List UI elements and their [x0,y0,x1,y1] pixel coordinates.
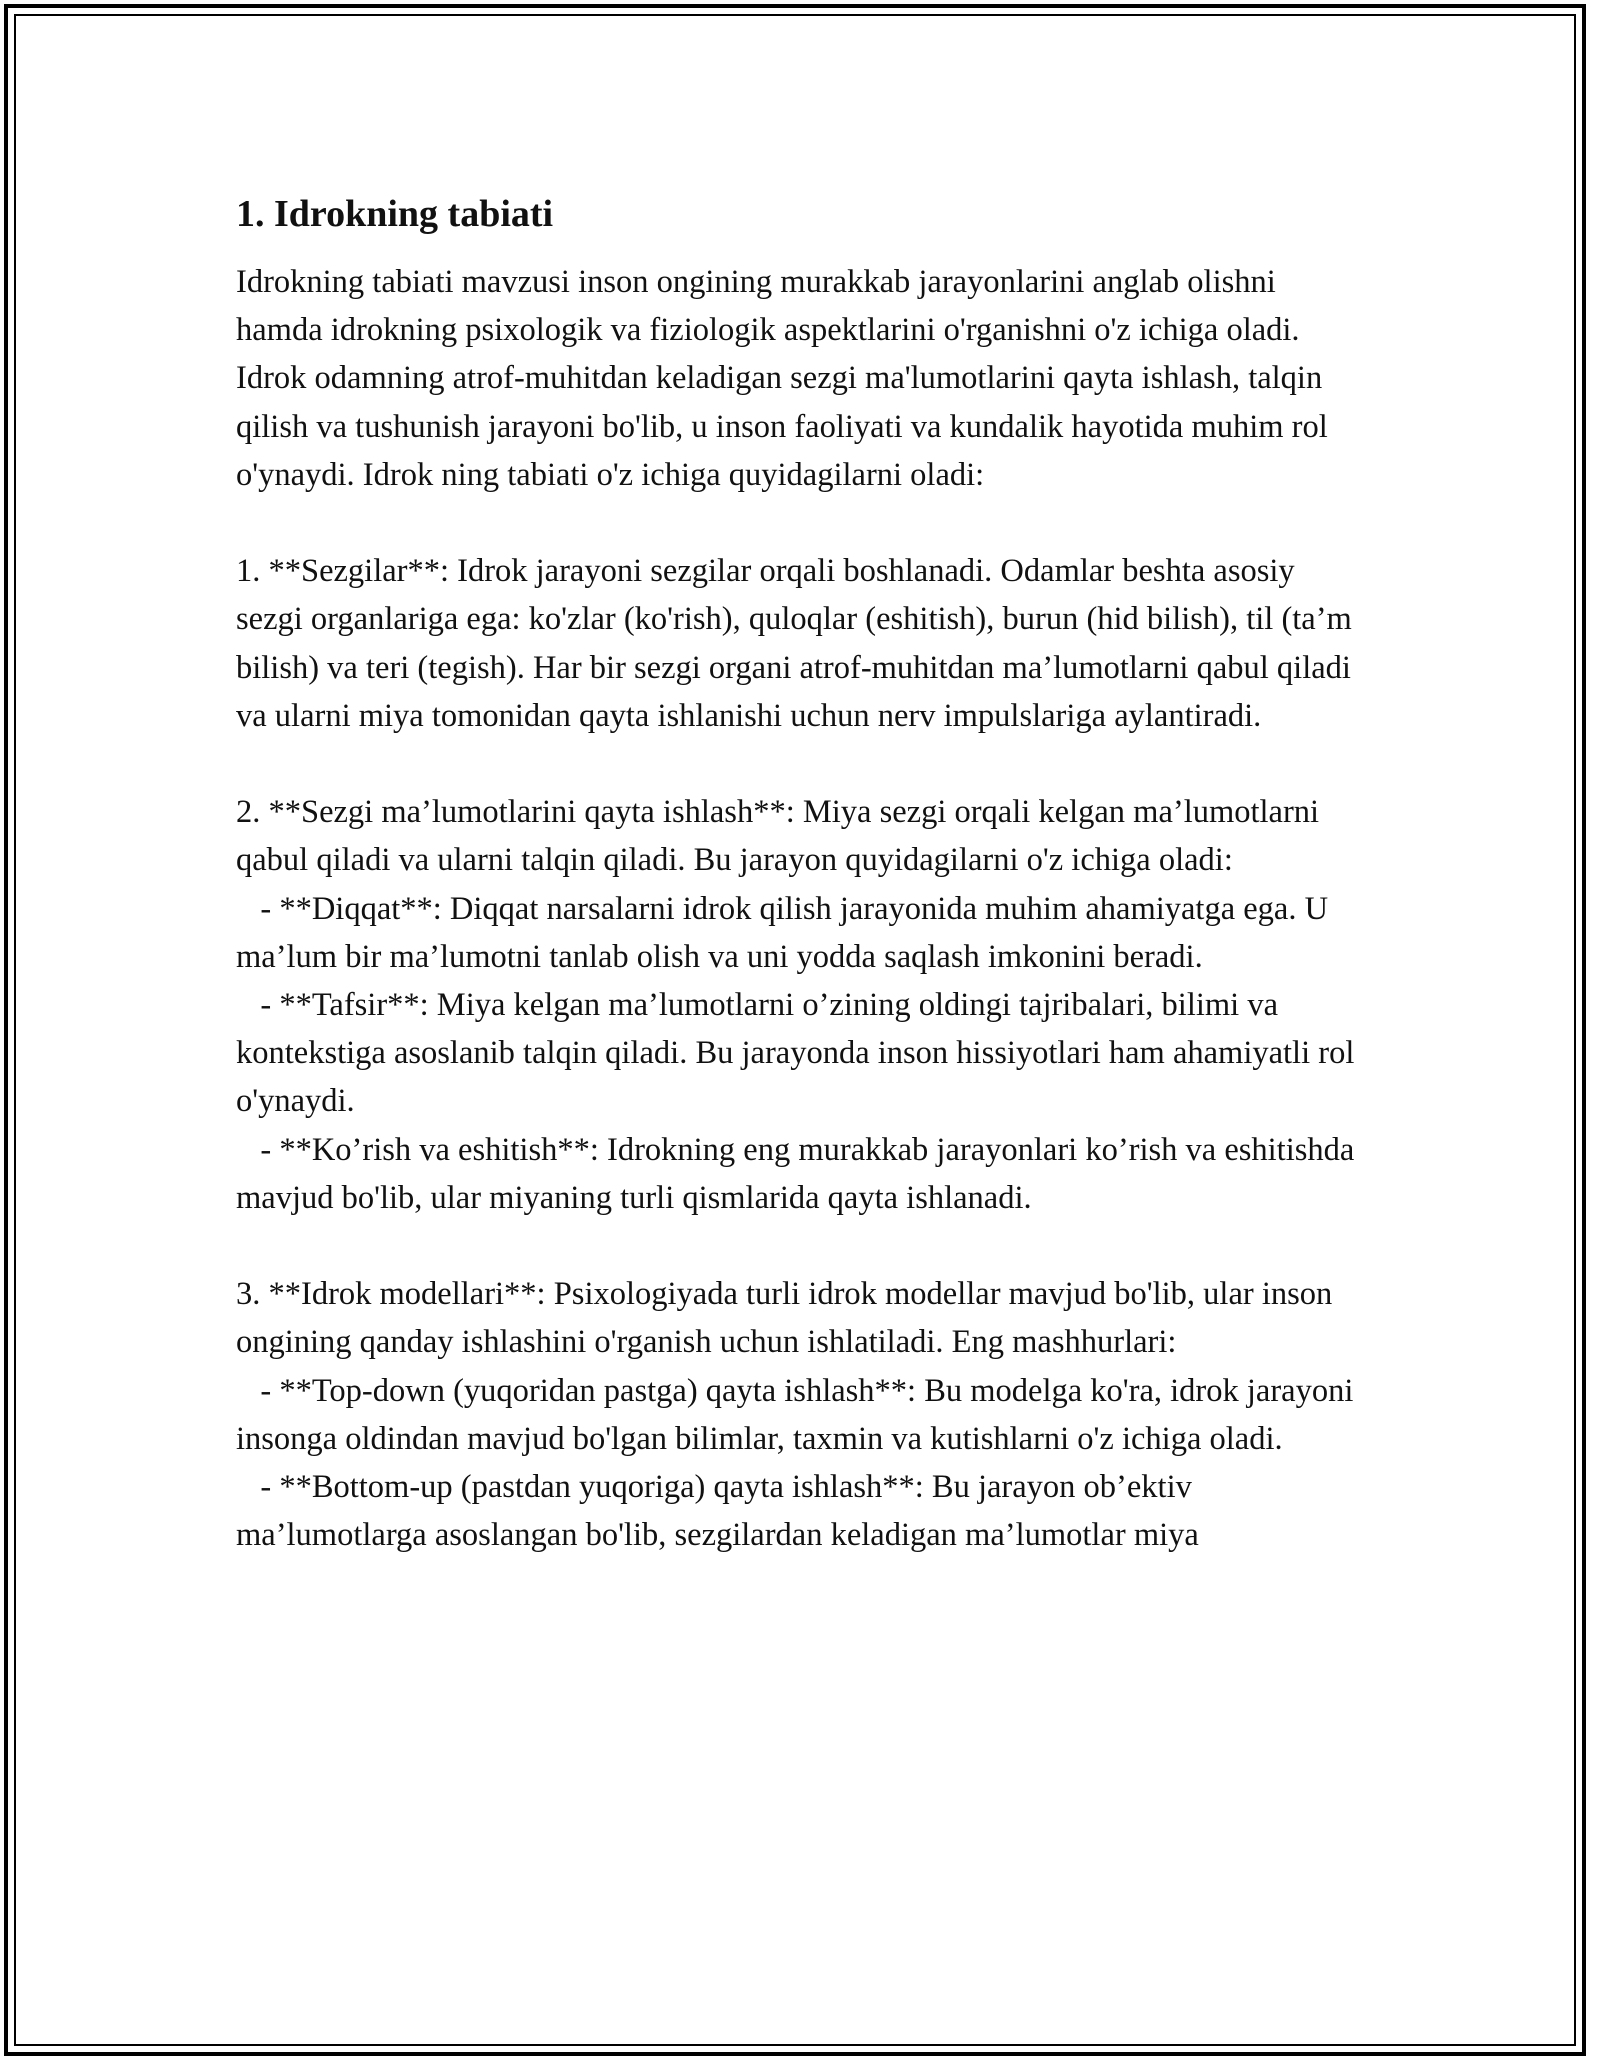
document-body [236,188,1366,1559]
document-title: 1. Idrokning tabiati [236,193,554,235]
paragraph-gap [236,740,1366,788]
list-item-1: 1. **Sezgilar**: Idrok jarayoni sezgilar orqali boshlanadi. Odamlar beshta asosiy sezgi organlariga ega: ko'zlar (ko'rish), quloqlar (eshitish), burun (hid bilish), til (ta’m bilish) va teri (tegish). Har bir sezgi organi atrof-muhitdan ma’lumotlarni qabul qiladi va ularni miya tomonidan qayta ishlanishi uchun nerv impulslariga aylantiradi. [236,553,1360,734]
sub-item-2a: - **Diqqat**: Diqqat narsalarni idrok qilish jarayonida muhim ahamiyatga ega. U ma’lum bir ma’lumotni tanlab olish va uni yodda saqlash imkonini beradi. [236,890,1337,975]
sub-item-2b: - **Tafsir**: Miya kelgan ma’lumotlarni o’zining oldingi tajribalari, bilimi va kontekstiga asoslanib talqin qiladi. Bu jarayonda inson hissiyotlari ham ahamiyatli rol o'ynaydi. [236,987,1363,1120]
paragraph-gap [236,1222,1366,1270]
list-item-3: 3. **Idrok modellari**: Psixologiyada turli idrok modellar mavjud bo'lib, ular inson ongining qanday ishlashini o'rganish uchun ishlatiladi. Eng mashhurlari: [236,1276,1341,1361]
paragraph-gap [236,499,1366,547]
sub-item-2c: - **Ko’rish va eshitish**: Idrokning eng murakkab jarayonlari ko’rish va eshitishda mavjud bo'lib, ular miyaning turli qismlarida qayta ishlanadi. [236,1131,1363,1216]
list-item-2: 2. **Sezgi ma’lumotlarini qayta ishlash**: Miya sezgi orqali kelgan ma’lumotlarni qabul qiladi va ularni talqin qiladi. Bu jarayon quyidagilarni o'z ichiga oladi: [236,794,1328,879]
sub-item-3a: - **Top-down (yuqoridan pastga) qayta ishlash**: Bu modelga ko'ra, idrok jarayoni insonga oldindan mavjud bo'lgan bilimlar, taxmin va kutishlarni o'z ichiga oladi. [236,1372,1362,1457]
intro-paragraph: Idrokning tabiati mavzusi inson ongining murakkab jarayonlarini anglab olishni hamda idrokning psixologik va fiziologik aspektlarini o'rganishni o'z ichiga oladi. Idrok odamning atrof-muhitdan keladigan sezgi ma'lumotlarini qayta ishlash, talqin qilish va tushunish jarayoni bo'lib, u inson faoliyati va kundalik hayotida muhim rol o'ynaydi. Idrok ning tabiati o'z ichiga quyidagilarni oladi: [236,264,1336,493]
sub-item-3b: - **Bottom-up (pastdan yuqoriga) qayta ishlash**: Bu jarayon ob’ektiv ma’lumotlarga asoslangan bo'lib, sezgilardan keladigan ma’lumotlar miya [236,1469,1200,1554]
